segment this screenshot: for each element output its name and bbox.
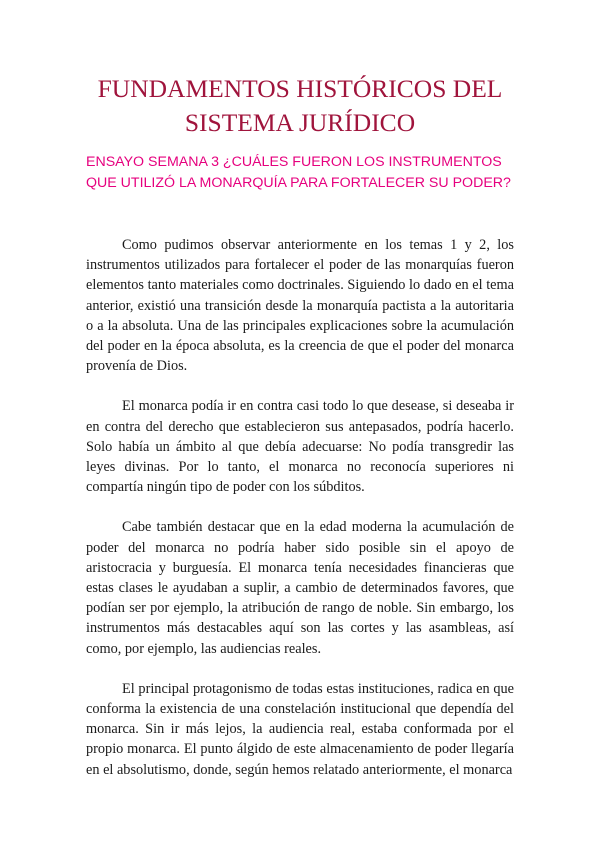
paragraph-2: El monarca podía ir en contra casi todo lo que desease, si deseaba ir en contra del derecho que establecieron sus antepasados, podría hacerlo. Solo había un ámbito al que debía adecuarse: No podía transgredir las leyes divinas. Por lo tanto, el monarca no reconocía superiores ni compartía ningún tipo de poder con los súbditos. [86, 398, 514, 496]
essay-subtitle: ENSAYO SEMANA 3 ¿CUÁLES FUERON LOS INSTRUMENTOS QUE UTILIZÓ LA MONARQUÍA PARA FORTALECER SU PODER? [86, 154, 511, 191]
paragraph-4: El principal protagonismo de todas estas instituciones, radica en que conforma la existencia de una constelación institucional que dependía del monarca. Sin ir más lejos, la audiencia real, estaba conformada por el propio monarca. El punto álgido de este almacenamiento de poder llegaría en el absolutismo, donde, según hemos relatado anteriormente, el monarca [86, 680, 514, 778]
essay-body [86, 235, 514, 780]
document-title: FUNDAMENTOS HISTÓRICOS DEL SISTEMA JURÍDICO [97, 74, 503, 137]
paragraph-3: Cabe también destacar que en la edad moderna la acumulación de poder del monarca no podría haber sido posible sin el apoyo de aristocracia y burguesía. El monarca tenía necesidades financieras que estas clases le ayudaban a suplir, a cambio de determinados favores, que podían ser por ejemplo, la atribución de rango de noble. Sin embargo, los instrumentos más destacables aquí son las cortes y las asambleas, así como, por ejemplo, las audiencias reales. [86, 519, 514, 657]
paragraph-1: Como pudimos observar anteriormente en los temas 1 y 2, los instrumentos utilizados para fortalecer el poder de las monarquías fueron elementos tanto materiales como doctrinales. Siguiendo lo dado en el tema anterior, existió una transición desde la monarquía pactista a la autoritaria o a la absoluta. Una de las principales explicaciones sobre la acumulación del poder en la época absoluta, es la creencia de que el poder del monarca provenía de Dios. [86, 237, 514, 375]
